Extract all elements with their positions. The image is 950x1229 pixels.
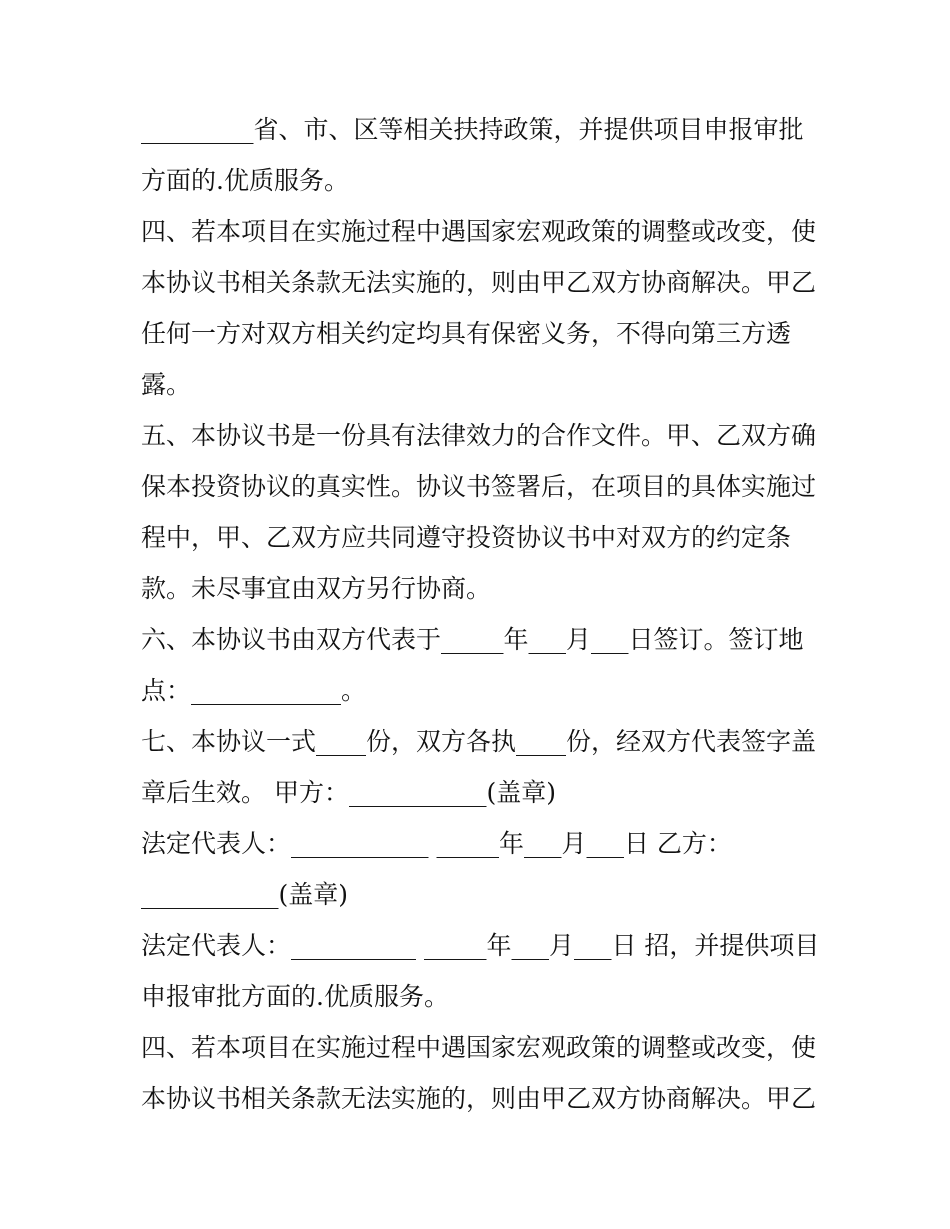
text-line: 七、本协议一式____份，双方各执____份，经双方代表签字盖: [141, 727, 817, 756]
text-line: 本协议书相关条款无法实施的，则由甲乙双方协商解决。甲乙: [141, 268, 817, 297]
text-line: _________省、市、区等相关扶持政策，并提供项目申报审批: [141, 115, 804, 144]
text-line: 露。: [141, 370, 192, 399]
text-line: 本协议书相关条款无法实施的，则由甲乙双方协商解决。甲乙: [141, 1084, 817, 1113]
text-line: 法定代表人：___________ _____年___月___日 乙方：: [141, 829, 732, 858]
text-line: 保本投资协议的真实性。协议书签署后，在项目的具体实施过: [141, 472, 817, 501]
text-line: 四、若本项目在实施过程中遇国家宏观政策的调整或改变，使: [141, 1033, 817, 1062]
text-line: 六、本协议书由双方代表于_____年___月___日签订。签订地: [141, 625, 804, 654]
text-line: 申报审批方面的.优质服务。: [141, 982, 449, 1011]
document-body: [141, 104, 821, 1124]
text-line: 五、本协议书是一份具有法律效力的合作文件。甲、乙双方确: [141, 421, 817, 450]
text-line: 点：____________。: [141, 676, 367, 705]
text-line: ___________(盖章): [141, 880, 349, 909]
text-line: 四、若本项目在实施过程中遇国家宏观政策的调整或改变，使: [141, 217, 817, 246]
text-line: 方面的.优质服务。: [141, 166, 349, 195]
text-line: 任何一方对双方相关约定均具有保密义务，不得向第三方透: [141, 319, 792, 348]
text-line: 章后生效。 甲方：___________(盖章): [141, 778, 556, 807]
text-line: 款。未尽事宜由双方另行协商。: [141, 574, 492, 603]
text-line: 程中，甲、乙双方应共同遵守投资协议书中对双方的约定条: [141, 523, 792, 552]
text-line: 法定代表人：__________ _____年___月___日 招，并提供项目: [141, 931, 820, 960]
